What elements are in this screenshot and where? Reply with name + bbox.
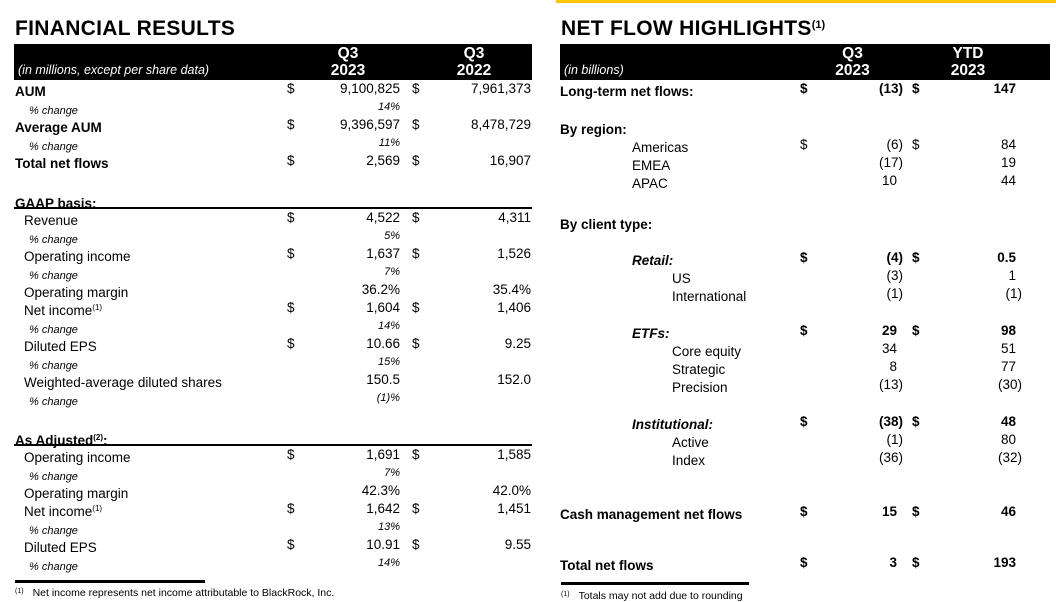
- dollar-sign: $: [800, 323, 808, 338]
- value-col1: 15%: [377, 356, 400, 368]
- row-label-text: % change: [29, 396, 78, 408]
- table-row: [560, 554, 1050, 572]
- row-label-tail: :: [103, 433, 108, 448]
- row-label-text: Cash management net flows: [560, 507, 743, 522]
- footnote-text: Net income represents net income attributable to BlackRock, Inc.: [32, 587, 335, 599]
- value-col1: 7%: [384, 266, 400, 278]
- dollar-sign: $: [287, 246, 295, 261]
- value-col1: (1): [886, 432, 903, 447]
- row-label-text: Long-term net flows:: [560, 84, 694, 99]
- value-col1: (36): [878, 450, 903, 465]
- dollar-sign: $: [800, 555, 808, 570]
- table-row: [14, 464, 532, 482]
- dollar-sign: $: [287, 81, 295, 96]
- financial-results-table: [14, 0, 532, 599]
- dollar-sign: $: [287, 336, 295, 351]
- dollar-sign: $: [412, 210, 420, 225]
- value-col1: 14%: [377, 101, 400, 113]
- dollar-sign: $: [412, 336, 420, 351]
- table-row: [560, 285, 1050, 303]
- value-col1: 1,691: [366, 447, 400, 462]
- table-row: [560, 249, 1050, 267]
- dollar-sign: $: [412, 81, 420, 96]
- table-row: [14, 152, 532, 170]
- value-col1: (4): [886, 250, 903, 265]
- footnote-marker: (1): [811, 19, 826, 31]
- table-header-bar: [14, 44, 532, 80]
- value-col1: 3: [889, 555, 897, 570]
- row-label-text: Active: [672, 435, 709, 450]
- value-col1: (6): [886, 137, 903, 152]
- row-label-text: Total net flows: [560, 558, 654, 573]
- dollar-sign: $: [287, 537, 295, 552]
- value-col2: 35.4%: [492, 282, 531, 297]
- row-label-text: By region:: [560, 122, 627, 137]
- column-header-line: 2023: [835, 62, 870, 79]
- row-label: [560, 376, 728, 397]
- column-header-q3-2023: [800, 45, 905, 79]
- value-col1: 7%: [384, 467, 400, 479]
- dollar-sign: $: [800, 81, 808, 96]
- value-col2: 9.55: [504, 537, 531, 552]
- value-col1: 1,604: [366, 300, 400, 315]
- row-label-text: % change: [29, 270, 78, 282]
- column-header-line: Q3: [463, 45, 485, 62]
- table-row: [560, 154, 1050, 172]
- table-body: [14, 80, 532, 572]
- footnote-marker: (1): [561, 591, 570, 598]
- value-col2: 4,311: [498, 210, 531, 225]
- value-col2: (1): [1005, 286, 1022, 301]
- dollar-sign: $: [412, 246, 420, 261]
- value-col2: 84: [1000, 137, 1016, 152]
- table-row: [14, 98, 532, 116]
- footnote-marker: (1): [92, 303, 103, 312]
- row-label-text: APAC: [632, 176, 668, 191]
- value-col2: 1,585: [497, 447, 531, 462]
- table-row: [560, 172, 1050, 190]
- row-label: [560, 449, 705, 470]
- table-row: [14, 554, 532, 572]
- value-col1: 15: [881, 504, 897, 519]
- value-col2: 147: [993, 81, 1016, 96]
- table-row: [560, 213, 1050, 231]
- footnote-marker: (1): [92, 504, 103, 513]
- value-col1: 42.3%: [361, 483, 400, 498]
- table-row: [560, 118, 1050, 136]
- table-row: [560, 503, 1050, 521]
- value-col2: 44: [1000, 173, 1016, 188]
- table-body: [560, 80, 1050, 572]
- dollar-sign: $: [912, 81, 920, 96]
- footnote-marker: (2): [93, 433, 104, 442]
- column-header-line: YTD: [952, 45, 984, 62]
- footnote-text: Totals may not add due to rounding: [578, 590, 743, 602]
- table-row: [14, 335, 532, 353]
- row-label-text: By client type:: [560, 217, 653, 232]
- row-label-text: Index: [672, 453, 706, 468]
- row-label-text: % change: [29, 324, 78, 336]
- row-label-text: % change: [29, 105, 78, 117]
- row-label-text: % change: [29, 141, 78, 153]
- row-label-text: Weighted-average diluted shares: [24, 375, 222, 390]
- footnote-rule: [15, 580, 205, 583]
- value-col1: (1): [886, 286, 903, 301]
- dollar-sign: $: [912, 250, 920, 265]
- net-flow-highlights-table: [560, 0, 1050, 602]
- dollar-sign: $: [287, 210, 295, 225]
- value-col1: 2,569: [366, 153, 400, 168]
- value-col2: 51: [1000, 341, 1016, 356]
- dollar-sign: $: [912, 137, 920, 152]
- value-col1: 5%: [384, 230, 400, 242]
- row-label: [14, 152, 109, 173]
- table-row: [14, 446, 532, 464]
- row-label-text: US: [672, 271, 691, 286]
- table-row: [14, 430, 532, 446]
- row-label-text: Core equity: [672, 344, 742, 359]
- table-row: [14, 245, 532, 263]
- value-col1: 9,396,597: [339, 117, 400, 132]
- unit-note: (in billions): [564, 63, 624, 77]
- unit-note: (in millions, except per share data): [18, 63, 210, 77]
- value-col2: 7,961,373: [470, 81, 531, 96]
- row-label-text: Operating income: [24, 450, 131, 465]
- table-row: [14, 193, 532, 209]
- value-col1: 1,637: [366, 246, 400, 261]
- row-label-text: Precision: [672, 380, 728, 395]
- value-col2: 46: [1000, 504, 1016, 519]
- footnote-rule: [561, 582, 749, 585]
- dollar-sign: $: [912, 323, 920, 338]
- table-row: [14, 500, 532, 518]
- row-label-text: GAAP basis:: [15, 196, 97, 211]
- dollar-sign: $: [800, 504, 808, 519]
- table-row: [14, 353, 532, 371]
- row-label-text: As Adjusted: [15, 433, 94, 448]
- dollar-sign: $: [287, 501, 295, 516]
- value-col1: 34: [881, 341, 897, 356]
- value-col2: 42.0%: [492, 483, 531, 498]
- value-col1: (38): [878, 414, 903, 429]
- value-col1: 36.2%: [361, 282, 400, 297]
- page-title-text: FINANCIAL RESULTS: [15, 17, 236, 40]
- value-col1: (3): [886, 268, 903, 283]
- column-header-line: 2023: [330, 62, 366, 79]
- row-label-text: EMEA: [632, 158, 671, 173]
- table-row: [14, 518, 532, 536]
- row-label: [560, 503, 742, 524]
- row-label-text: Strategic: [672, 362, 726, 377]
- row-label-text: ETFs:: [632, 326, 670, 341]
- dollar-sign: $: [287, 300, 295, 315]
- value-col2: 1,526: [497, 246, 531, 261]
- table-row: [560, 413, 1050, 431]
- value-col1: 8: [889, 359, 897, 374]
- page-title: [561, 14, 1050, 40]
- value-col1: 4,522: [366, 210, 400, 225]
- table-header-bar: [560, 44, 1050, 80]
- row-label-text: AUM: [15, 84, 46, 99]
- row-label: [560, 213, 652, 234]
- table-row: [14, 209, 532, 227]
- row-label-text: Institutional:: [632, 417, 713, 432]
- row-label: [14, 554, 78, 576]
- table-row: [14, 536, 532, 554]
- dollar-sign: $: [287, 447, 295, 462]
- footnote: [561, 589, 1050, 602]
- row-label-text: % change: [29, 234, 78, 246]
- value-col2: 152.0: [497, 372, 531, 387]
- value-col2: (32): [997, 450, 1022, 465]
- value-col2: 1,451: [497, 501, 531, 516]
- dollar-sign: $: [800, 250, 808, 265]
- value-col1: 14%: [377, 320, 400, 332]
- column-header-q3-2023: [291, 45, 405, 79]
- table-row: [14, 116, 532, 134]
- dollar-sign: $: [412, 153, 420, 168]
- value-col1: (17): [878, 155, 903, 170]
- value-col2: 77: [1000, 359, 1016, 374]
- table-row: [560, 80, 1050, 98]
- dollar-sign: $: [412, 501, 420, 516]
- table-row: [14, 317, 532, 335]
- row-label: [560, 285, 746, 306]
- row-label-text: Operating margin: [24, 486, 129, 501]
- value-col2: (30): [997, 377, 1022, 392]
- table-row: [560, 136, 1050, 154]
- value-col1: 10: [881, 173, 897, 188]
- row-label-text: Diluted EPS: [24, 339, 97, 354]
- row-label-text: Net income: [24, 303, 93, 318]
- table-row: [560, 340, 1050, 358]
- row-label: [560, 80, 694, 101]
- table-row: [560, 322, 1050, 340]
- value-col2: 8,478,729: [470, 117, 531, 132]
- value-col2: 80: [1000, 432, 1016, 447]
- row-label-text: Total net flows: [15, 156, 109, 171]
- value-col1: (1)%: [376, 392, 400, 404]
- dollar-sign: $: [412, 117, 420, 132]
- row-label-text: Operating income: [24, 249, 131, 264]
- table-row: [560, 267, 1050, 285]
- table-row: [14, 80, 532, 98]
- value-col1: 9,100,825: [339, 81, 400, 96]
- column-header-line: 2023: [950, 62, 986, 79]
- value-col2: 48: [1000, 414, 1016, 429]
- column-header-ytd-2023: [912, 45, 1024, 79]
- dollar-sign: $: [287, 153, 295, 168]
- table-row: [14, 482, 532, 500]
- row-label-text: % change: [29, 471, 78, 483]
- value-col1: (13): [878, 377, 903, 392]
- row-label-text: % change: [29, 561, 78, 573]
- row-label: [560, 554, 654, 575]
- value-col1: 11%: [378, 137, 400, 149]
- dollar-sign: $: [912, 504, 920, 519]
- row-label: [14, 389, 78, 411]
- page-title: [15, 14, 532, 40]
- footnote-marker: (1): [15, 588, 24, 595]
- row-label-text: Americas: [632, 140, 689, 155]
- value-col2: 1,406: [497, 300, 531, 315]
- value-col2: 1: [1008, 268, 1016, 283]
- table-row: [14, 389, 532, 407]
- table-row: [14, 281, 532, 299]
- dollar-sign: $: [800, 137, 808, 152]
- table-row: [14, 263, 532, 281]
- row-label-text: Retail:: [632, 253, 674, 268]
- table-row: [560, 431, 1050, 449]
- value-col2: 9.25: [504, 336, 531, 351]
- value-col1: 1,642: [366, 501, 400, 516]
- value-col1: 13%: [377, 521, 400, 533]
- table-row: [14, 299, 532, 317]
- value-col2: 19: [1000, 155, 1016, 170]
- table-row: [560, 358, 1050, 376]
- row-label-text: Operating margin: [24, 285, 129, 300]
- row-label-text: International: [672, 289, 747, 304]
- column-header-line: 2022: [456, 62, 492, 79]
- row-label-text: Average AUM: [15, 120, 102, 135]
- value-col1: (13): [878, 81, 903, 96]
- dollar-sign: $: [412, 537, 420, 552]
- table-row: [14, 227, 532, 245]
- dollar-sign: $: [412, 300, 420, 315]
- dollar-sign: $: [912, 555, 920, 570]
- row-label-text: % change: [29, 525, 78, 537]
- value-col1: 14%: [377, 557, 400, 569]
- value-col1: 29: [881, 323, 897, 338]
- dollar-sign: $: [800, 414, 808, 429]
- table-row: [14, 134, 532, 152]
- value-col1: 150.5: [366, 372, 400, 387]
- column-header-line: Q3: [337, 45, 359, 62]
- page-title-text: NET FLOW HIGHLIGHTS: [561, 17, 812, 40]
- column-header-line: Q3: [842, 45, 863, 62]
- table-row: [560, 376, 1050, 394]
- dollar-sign: $: [412, 447, 420, 462]
- dollar-sign: $: [912, 414, 920, 429]
- value-col1: 10.91: [366, 537, 400, 552]
- row-label-text: % change: [29, 360, 78, 372]
- value-col2: 193: [993, 555, 1016, 570]
- row-label-text: Revenue: [24, 213, 79, 228]
- row-label: [560, 172, 668, 193]
- footnote: [15, 586, 532, 599]
- value-col2: 16,907: [489, 153, 531, 168]
- value-col1: 10.66: [366, 336, 400, 351]
- table-row: [14, 371, 532, 389]
- column-header-q3-2022: [417, 45, 531, 79]
- value-col2: 98: [1000, 323, 1016, 338]
- row-label-text: Diluted EPS: [24, 540, 97, 555]
- row-label-text: Net income: [24, 504, 93, 519]
- dollar-sign: $: [287, 117, 295, 132]
- table-row: [560, 449, 1050, 467]
- value-col2: 0.5: [997, 250, 1016, 265]
